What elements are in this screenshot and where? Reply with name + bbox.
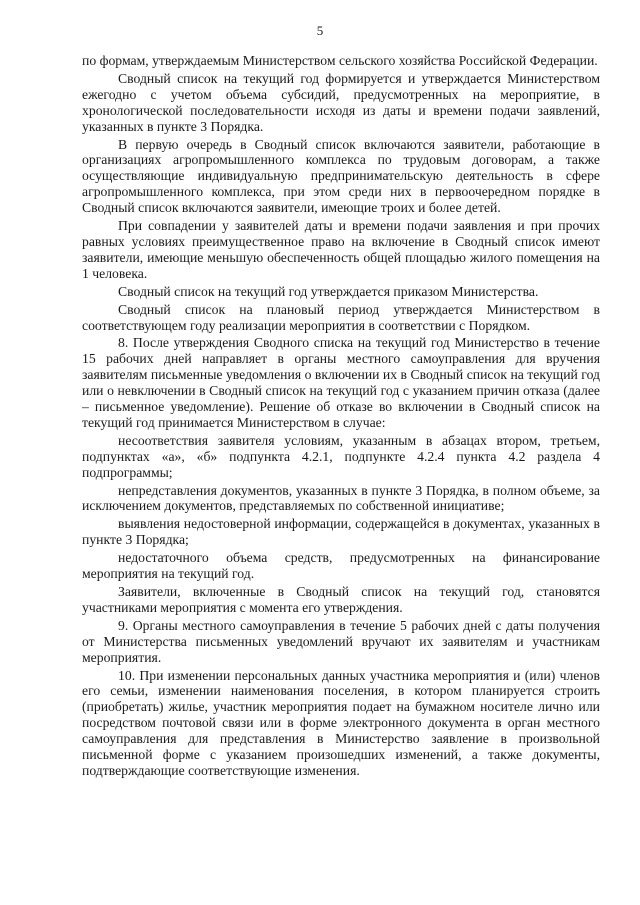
document-body <box>82 53 600 781</box>
paragraph: недостаточного объема средств, предусмотренных на финансирование мероприятия на текущий год. <box>82 550 600 582</box>
paragraph: выявления недостоверной информации, содержащейся в документах, указанных в пункте 3 Порядка; <box>82 516 600 548</box>
paragraph-item-10: 10. При изменении персональных данных участника мероприятия и (или) членов его семьи, изменении наименования поселения, в котором планируется строить (приобретать) жилье, участник мероприятия подает на бумажном носителе лично или посредством почтовой связи или в форме электронного документа в орган местного самоуправления для представления в Министерство заявление в произвольной письменной форме с указанием произошедших изменений, а также документы, подтверждающие соответствующие изменения. <box>82 667 600 778</box>
paragraph-item-9: 9. Органы местного самоуправления в течение 5 рабочих дней с даты получения от Министерства письменных уведомлений вручают их заявителям и участникам мероприятия. <box>82 617 600 665</box>
paragraph: При совпадении у заявителей даты и времени подачи заявления и при прочих равных условиях преимущественное право на включение в Сводный список имеют заявители, имеющие меньшую обеспеченность общей площадью жилого помещения на 1 человека. <box>82 218 600 281</box>
paragraph: Сводный список на текущий год утверждается приказом Министерства. <box>118 283 539 299</box>
paragraph: Заявители, включенные в Сводный список на текущий год, становятся участниками мероприятия с момента его утверждения. <box>82 584 600 615</box>
paragraph-item-8: 8. После утверждения Сводного списка на текущий год Министерство в течение 15 рабочих дней направляет в органы местного самоуправления для вручения заявителям письменные уведомления о включении их в Сводный список на текущий год или о невключении в Сводный список на текущий год с указанием причин отказа (далее – письменное уведомление). Решение об отказе во включении в Сводный список на текущий год принимается Министерством в случае: <box>82 335 600 430</box>
paragraph: В первую очередь в Сводный список включаются заявители, работающие в организациях агропромышленного комплекса по трудовым договорам, а также осуществляющие индивидуальную предпринимательскую деятельность в сфере агропромышленного комплекса, при этом среди них в первоочередном порядке в Сводный список включаются заявители, имеющие троих и более детей. <box>82 136 600 216</box>
paragraph: непредставления документов, указанных в пункте 3 Порядка, в полном объеме, за исключением документов, представляемых по собственной инициативе; <box>82 482 600 514</box>
paragraph: несоответствия заявителя условиям, указанным в абзацах втором, третьем, подпунктах «а», «б» подпункта 4.2.1, подпункте 4.2.4 пункта 4.2 раздела 4 подпрограммы; <box>82 432 600 480</box>
paragraph: Сводный список на плановый период утверждается Министерством в соответствующем году реализации мероприятия в соответствии с Порядком. <box>82 301 600 333</box>
page-number: 5 <box>316 23 324 38</box>
paragraph: Сводный список на текущий год формируется и утверждается Министерством ежегодно с учетом объема субсидий, предусмотренных на мероприятие, в хронологической последовательности исходя из даты и времени подачи заявлений, указанных в пункте 3 Порядка. <box>82 70 600 134</box>
paragraph-continuation: по формам, утверждаемым Министерством сельского хозяйства Российской Федерации. <box>82 53 598 68</box>
